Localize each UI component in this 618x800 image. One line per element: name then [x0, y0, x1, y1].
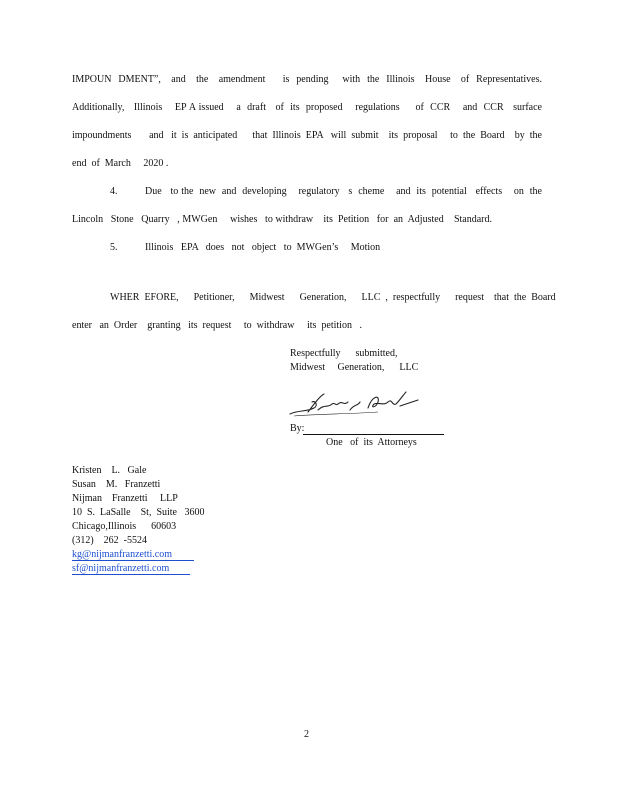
contact-name: Susan M. Franzetti [72, 479, 161, 490]
body-line: end of March 2020 . [72, 158, 169, 169]
signer-role: One of its Attorneys [326, 437, 417, 448]
email-underline [72, 560, 194, 561]
body-line: impoundments and it is anticipated that Illinois EPA will submit its proposal to the Board by the [72, 130, 542, 141]
contact-address: Chicago,Illinois 60603 [72, 521, 177, 532]
email-link[interactable]: kg@nijmanfranzetti.com [72, 549, 173, 560]
closing-line: Respectfully submitted, [290, 348, 398, 359]
body-line: Illinois EPA does not object to MWGen’s Motion [145, 242, 381, 253]
contact-address: 10 S. LaSalle St, Suite 3600 [72, 507, 205, 518]
paragraph-number: 5. [110, 242, 118, 253]
signature-line [303, 434, 444, 435]
email-underline [72, 574, 190, 575]
handwritten-signature [288, 390, 428, 420]
paragraph-number: 4. [110, 186, 118, 197]
closing-line: Midwest Generation, LLC [290, 362, 419, 373]
body-line: Due to the new and developing regulatory s cheme and its potential effects on the [145, 186, 542, 197]
by-label: By: [290, 423, 305, 434]
body-line: enter an Order granting its request to withdraw its petition . [72, 320, 362, 331]
body-line: Lincoln Stone Quarry , MWGen wishes to withdraw its Petition for an Adjusted Standard. [72, 214, 492, 225]
email-link[interactable]: sf@nijmanfranzetti.com [72, 563, 170, 574]
page-number: 2 [304, 729, 309, 740]
contact-name: Kristen L. Gale [72, 465, 147, 476]
contact-firm: Nijman Franzetti LLP [72, 493, 178, 504]
body-line: WHER EFORE, Petitioner, Midwest Generation, LLC , respectfully request that the Board [110, 292, 556, 303]
body-line: Additionally, Illinois EP A issued a draft of its proposed regulations of CCR and CCR surface [72, 102, 542, 113]
body-line: IMPOUN DMENT”, and the amendment is pending with the Illinois House of Representatives. [72, 74, 542, 85]
contact-phone: (312) 262 -5524 [72, 535, 147, 546]
